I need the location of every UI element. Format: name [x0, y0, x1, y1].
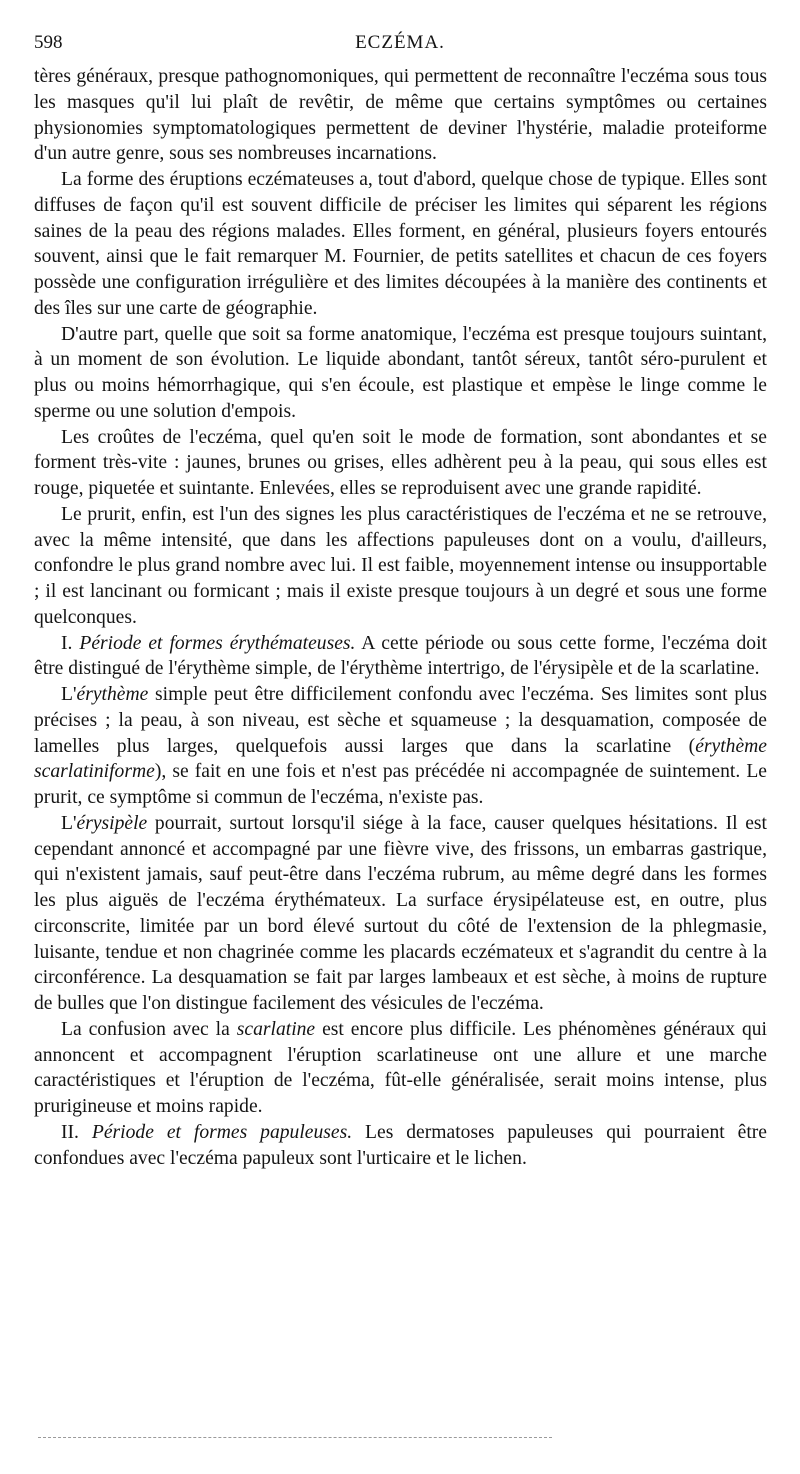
running-title: ECZÉMA.: [355, 32, 445, 53]
paragraph: [34, 1017, 767, 1120]
paragraph: [34, 167, 767, 322]
italic-text: érysipèle: [76, 812, 148, 834]
text-run: L': [61, 684, 77, 705]
text-run: tères généraux, presque pathognomoniques, qui permettent de reconnaître l'eczéma sous tous les masques qu'il lui plaît de revêtir, de même que certains symptômes ou certaines physionomies symptomatologiques permettent de deviner l'hystérie, maladie proteiforme d'un autre genre, sous ses nombreuses incarnations.: [34, 66, 767, 165]
page-number: 598: [34, 32, 63, 53]
italic-text: scarlatine: [236, 1018, 316, 1040]
italic-text: érythème: [76, 684, 149, 705]
text-run: ), se fait en une fois et n'est pas précédée ni accompagnée de suintement. Le prurit, ce symptôme si commun de l'eczéma, n'existe pas.: [34, 761, 767, 808]
text-run: Les croûtes de l'eczéma, quel qu'en soit le mode de formation, sont abondantes et se forment très-vite : jaunes, brunes ou grises, elles adhèrent peu à la peau, qui sous elles est rouge, piquetée et suintante. Enlevées, elles se reproduisent avec une grande rapidité.: [34, 426, 767, 499]
italic-text: érythème scarlatiniforme: [34, 735, 767, 783]
paragraph: [34, 64, 767, 167]
paragraph: [34, 425, 767, 502]
text-run: pourrait, surtout lorsqu'il siége à la face, causer quelques hésitations. Il est cependant annoncé et accompagné par une fièvre vive, des frissons, un embarras gastrique, qui n'existent jamais, sauf peut-être dans l'eczéma rubrum, au même degré dans les formes les plus aiguës de l'eczéma érythémateux. La surface érysipélateuse est, en outre, plus circonscrite, limitée par un bord élevé surtout du côté de l'extension de la phlegmasie, luisante, tendue et non chagrinée comme les placards eczémateux et s'agrandit du centre à la circonférence. La desquamation se fait par larges lambeaux et est sèche, à moins de rupture de bulles que l'on distingue facilement des vésicules de l'eczéma.: [34, 812, 767, 1014]
page-header: [34, 30, 766, 56]
text-run: Le prurit, enfin, est l'un des signes les plus caractéristiques de l'eczéma et ne se retrouve, avec la même intensité, que dans les affections papuleuses dont on a voulu, d'ailleurs, confondre le plus grand nombre avec lui. Il est faible, moyennement intense ou insupportable ; il est lancinant ou formicant ; mais il existe presque toujours à un degré et sous une forme quelconques.: [34, 503, 767, 628]
text-run: I.: [61, 632, 80, 654]
paragraph: [34, 682, 767, 811]
text-run: La forme des éruptions eczémateuses a, tout d'abord, quelque chose de typique. Elles sont diffuses de façon qu'il est souvent difficile de préciser les limites qui séparent les régions saines de la peau des régions malades. Elles forment, en général, plusieurs foyers entourés souvent, ainsi que le fait remarquer M. Fournier, de petits satellites et chacun de ces foyers possède une configuration irrégulière et des limites découpées à la manière des continents et des îles sur une carte de géographie.: [34, 169, 767, 319]
paragraph: [34, 811, 767, 1017]
text-run: simple peut être difficilement confondu avec l'eczéma. Ses limites sont plus précises ; la peau, à son niveau, est sèche et squameuse ; la desquamation, composée de lamelles plus larges, quelquefois aussi larges que dans la scarlatine (: [34, 684, 767, 757]
footer-rule: [38, 1437, 552, 1438]
italic-text: Période et formes papuleuses.: [91, 1121, 353, 1143]
text-run: L': [61, 812, 77, 834]
text-run: La confusion avec la: [61, 1018, 237, 1040]
page-body: [34, 64, 767, 1171]
text-run: Les dermatoses papuleuses qui pourraient être confondues avec l'eczéma papuleux sont l'urticaire et le lichen.: [34, 1121, 767, 1169]
paragraph: [34, 322, 767, 425]
text-run: II.: [61, 1121, 92, 1143]
text-run: D'autre part, quelle que soit sa forme anatomique, l'eczéma est presque toujours suintant, à un moment de son évolution. Le liquide abondant, tantôt séreux, tantôt séro-purulent et plus ou moins hémorrhagique, qui s'en écoule, est plastique et empèse le linge comme le sperme ou une solution d'empois.: [34, 323, 767, 422]
paragraph: [34, 502, 767, 631]
text-run: A cette période ou sous cette forme, l'eczéma doit être distingué de l'érythème simple, de l'érythème intertrigo, de l'érysipèle et de la scarlatine.: [34, 632, 767, 680]
paragraph: [34, 631, 767, 683]
text-run: est encore plus difficile. Les phénomènes généraux qui annoncent et accompagnent l'éruption scarlatineuse ont une allure et une marche caractéristiques et l'éruption de l'eczéma, fût-elle généralisée, serait moins intense, plus prurigineuse et moins rapide.: [34, 1018, 767, 1117]
paragraph: [34, 1120, 767, 1172]
italic-text: Période et formes érythémateuses.: [79, 632, 356, 654]
